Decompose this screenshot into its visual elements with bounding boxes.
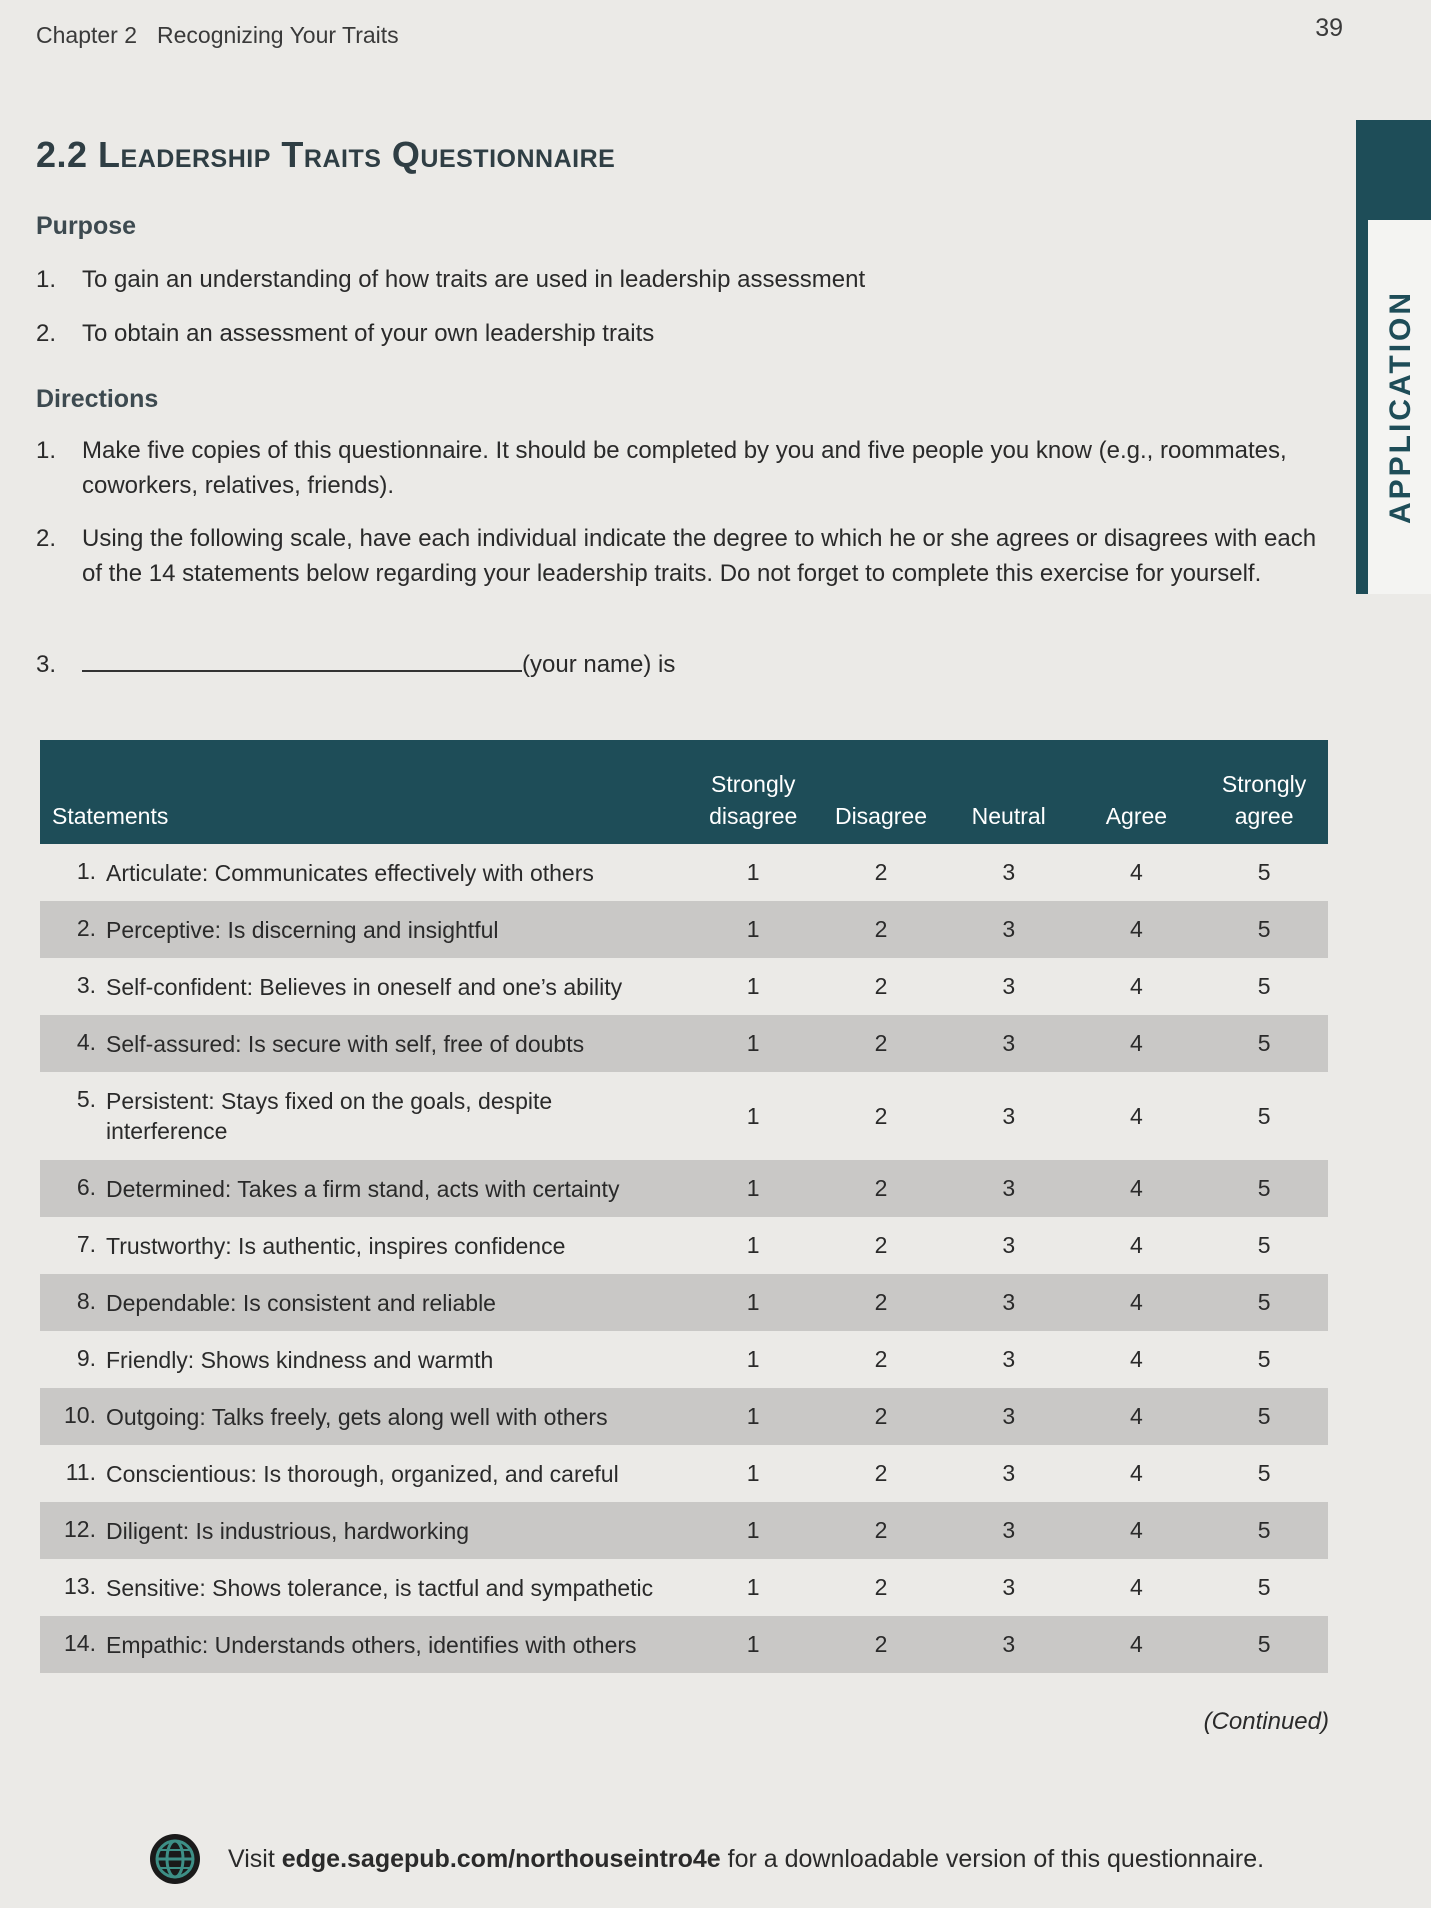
statement-text: Self-confident: Believes in oneself and one’s ability — [106, 973, 623, 1000]
statement-text: Friendly: Shows kindness and warmth — [106, 1346, 494, 1373]
list-number: 1. — [36, 266, 57, 293]
statement-text: Diligent: Is industrious, hardworking — [106, 1517, 470, 1544]
rating-option[interactable]: 3 — [1002, 1460, 1016, 1486]
table-row — [40, 1274, 1328, 1331]
section-title: 2.2 Leadership Traits Questionnaire — [36, 134, 616, 175]
rating-option[interactable]: 4 — [1073, 1274, 1201, 1331]
questionnaire-table — [40, 740, 1328, 1673]
statement-cell — [40, 1217, 689, 1274]
rating-option[interactable]: 5 — [1257, 1460, 1271, 1486]
list-text: Make five copies of this questionnaire. It should be completed by you and five people you know (e.g., roommates, coworkers, relatives, friends). — [82, 437, 1287, 499]
statement-number: 12. — [64, 1515, 96, 1542]
statement-cell — [40, 901, 689, 958]
table-row — [40, 1072, 1328, 1160]
rating-option[interactable]: 5 — [1200, 901, 1328, 958]
statement-number: 8. — [76, 1287, 96, 1314]
list-number: 2. — [36, 525, 57, 552]
table-row — [40, 1388, 1328, 1445]
table-header-row — [40, 740, 1328, 844]
header-strongly-disagree: Strongly disagree — [689, 740, 817, 844]
rating-option[interactable]: 4 — [1129, 1232, 1143, 1258]
rating-option[interactable]: 4 — [1129, 1102, 1143, 1129]
rating-option[interactable]: 4 — [1129, 1574, 1143, 1600]
statement-number: 4. — [76, 1028, 96, 1055]
statement-cell — [40, 1616, 689, 1673]
statement-number: 3. — [76, 971, 96, 998]
rating-option[interactable]: 1 — [746, 973, 760, 999]
statement-number: 9. — [76, 1344, 96, 1371]
rating-option[interactable]: 5 — [1257, 1346, 1271, 1372]
table-row — [40, 1616, 1328, 1673]
rating-option[interactable]: 5 — [1200, 1015, 1328, 1072]
table-row — [40, 1015, 1328, 1072]
table-row — [40, 958, 1328, 1015]
rating-option[interactable]: 1 — [689, 1616, 817, 1673]
statement-number: 10. — [64, 1401, 96, 1428]
rating-option[interactable]: 2 — [874, 1346, 888, 1372]
statement-cell — [40, 1015, 689, 1072]
rating-option[interactable]: 5 — [1200, 1388, 1328, 1445]
header-disagree: Disagree — [817, 740, 945, 844]
rating-option[interactable]: 5 — [1257, 1232, 1271, 1258]
directions-item — [36, 521, 1326, 591]
rating-option[interactable]: 1 — [746, 1460, 760, 1486]
rating-option[interactable]: 5 — [1257, 1102, 1271, 1129]
directions-item-name — [36, 647, 1326, 682]
page-number: 39 — [1315, 14, 1343, 42]
directions-heading: Directions — [36, 385, 159, 413]
statement-number: 11. — [65, 1458, 96, 1485]
purpose-item — [36, 262, 1326, 297]
header-agree: Agree — [1073, 740, 1201, 844]
rating-option[interactable]: 2 — [817, 1388, 945, 1445]
header-neutral: Neutral — [945, 740, 1073, 844]
rating-option[interactable]: 1 — [689, 1502, 817, 1559]
footer — [148, 1832, 1264, 1886]
rating-option[interactable]: 1 — [746, 1232, 760, 1258]
purpose-item — [36, 316, 1326, 351]
list-number: 1. — [36, 437, 57, 464]
rating-option[interactable]: 4 — [1073, 1015, 1201, 1072]
rating-option[interactable]: 3 — [1002, 1574, 1016, 1600]
rating-option[interactable]: 2 — [817, 1616, 945, 1673]
rating-option[interactable]: 1 — [746, 1574, 760, 1600]
statement-cell — [40, 1445, 689, 1502]
rating-option[interactable]: 1 — [689, 1388, 817, 1445]
table-row — [40, 1160, 1328, 1217]
list-number: 3. — [36, 651, 57, 678]
rating-option[interactable]: 1 — [746, 1346, 760, 1372]
running-header — [36, 22, 399, 49]
header-strongly-agree: Strongly agree — [1200, 740, 1328, 844]
footer-link[interactable]: edge.sagepub.com/northouseintro4e — [281, 1844, 721, 1873]
statement-text: Persistent: Stays fixed on the goals, despite interference — [106, 1088, 553, 1144]
table-row — [40, 1445, 1328, 1502]
rating-option[interactable]: 3 — [1002, 859, 1016, 885]
rating-option[interactable]: 5 — [1257, 859, 1271, 885]
statement-text: Self-assured: Is secure with self, free of doubts — [106, 1030, 585, 1057]
rating-option[interactable]: 1 — [689, 1160, 817, 1217]
rating-option[interactable]: 4 — [1073, 1502, 1201, 1559]
statement-number: 2. — [76, 914, 96, 941]
statement-number: 7. — [76, 1230, 96, 1257]
name-blank-line[interactable] — [82, 650, 522, 672]
rating-option[interactable]: 2 — [874, 1232, 888, 1258]
statement-text: Trustworthy: Is authentic, inspires confidence — [106, 1232, 566, 1259]
list-text: To gain an understanding of how traits are used in leadership assessment — [82, 266, 866, 293]
rating-option[interactable]: 4 — [1073, 901, 1201, 958]
rating-option[interactable]: 3 — [945, 1616, 1073, 1673]
rating-option[interactable]: 5 — [1257, 973, 1271, 999]
statement-text: Sensitive: Shows tolerance, is tactful and sympathetic — [106, 1574, 654, 1601]
purpose-heading: Purpose — [36, 212, 137, 240]
statement-cell — [40, 1502, 689, 1559]
rating-option[interactable]: 3 — [1002, 1232, 1016, 1258]
rating-option[interactable]: 5 — [1200, 1502, 1328, 1559]
statement-cell — [40, 1160, 689, 1217]
globe-icon — [148, 1832, 202, 1886]
rating-option[interactable]: 4 — [1073, 1616, 1201, 1673]
rating-option[interactable]: 1 — [746, 859, 760, 885]
statement-cell — [40, 1274, 689, 1331]
statement-number: 5. — [76, 1086, 96, 1112]
rating-option[interactable]: 1 — [746, 1102, 760, 1129]
rating-option[interactable]: 2 — [817, 1274, 945, 1331]
table-row — [40, 1217, 1328, 1274]
statement-cell — [40, 1072, 689, 1160]
rating-option[interactable]: 1 — [689, 901, 817, 958]
statement-text: Determined: Takes a firm stand, acts with certainty — [106, 1175, 620, 1202]
statement-number: 6. — [76, 1173, 96, 1200]
name-suffix: (your name) is — [522, 651, 676, 678]
rating-option[interactable]: 5 — [1200, 1160, 1328, 1217]
rating-option[interactable]: 2 — [874, 973, 888, 999]
continued-note: (Continued) — [1203, 1708, 1329, 1735]
rating-option[interactable]: 4 — [1129, 1460, 1143, 1486]
table-row — [40, 1502, 1328, 1559]
rating-option[interactable]: 5 — [1257, 1574, 1271, 1600]
statement-cell — [40, 1388, 689, 1445]
statement-text: Conscientious: Is thorough, organized, and careful — [106, 1460, 619, 1487]
table-row — [40, 1559, 1328, 1616]
rating-option[interactable]: 3 — [945, 1160, 1073, 1217]
rating-option[interactable]: 2 — [817, 1015, 945, 1072]
rating-option[interactable]: 4 — [1073, 1388, 1201, 1445]
rating-option[interactable]: 2 — [874, 1574, 888, 1600]
chapter-number: Chapter 2 — [36, 22, 138, 48]
footer-suffix: for a downloadable version of this questionnaire. — [720, 1844, 1265, 1873]
rating-option[interactable]: 1 — [689, 1274, 817, 1331]
rating-option[interactable]: 3 — [1002, 1346, 1016, 1372]
statement-number: 14. — [64, 1629, 96, 1656]
list-text: To obtain an assessment of your own leadership traits — [82, 320, 655, 347]
rating-option[interactable]: 3 — [1002, 1102, 1016, 1129]
footer-prefix: Visit — [228, 1844, 282, 1873]
rating-option[interactable]: 3 — [945, 901, 1073, 958]
chapter-title: Recognizing Your Traits — [157, 22, 399, 48]
side-tab — [1356, 120, 1431, 594]
rating-option[interactable]: 3 — [945, 1274, 1073, 1331]
header-statements: Statements — [40, 740, 689, 844]
rating-option[interactable]: 3 — [945, 1502, 1073, 1559]
statement-number: 13. — [64, 1572, 96, 1599]
rating-option[interactable]: 3 — [1002, 973, 1016, 999]
list-number: 2. — [36, 320, 57, 347]
rating-option[interactable]: 4 — [1129, 859, 1143, 885]
statement-number: 1. — [76, 857, 96, 884]
rating-option[interactable]: 1 — [689, 1015, 817, 1072]
rating-option[interactable]: 2 — [874, 859, 888, 885]
statement-text: Empathic: Understands others, identifies with others — [106, 1631, 637, 1658]
statement-text: Dependable: Is consistent and reliable — [106, 1289, 496, 1316]
list-text: Using the following scale, have each individual indicate the degree to which he or she agrees or disagrees with each of the 14 statements below regarding your leadership traits. Do not forget to complete this exercise for yourself. — [82, 525, 1317, 587]
rating-option[interactable]: 3 — [945, 1388, 1073, 1445]
statement-cell — [40, 958, 689, 1015]
rating-option[interactable]: 5 — [1200, 1274, 1328, 1331]
statement-text: Perceptive: Is discerning and insightful — [106, 916, 499, 943]
rating-option[interactable]: 5 — [1200, 1616, 1328, 1673]
rating-option[interactable]: 2 — [817, 901, 945, 958]
table-row — [40, 901, 1328, 958]
statement-cell — [40, 1331, 689, 1388]
statement-cell — [40, 1559, 689, 1616]
statement-text: Outgoing: Talks freely, gets along well with others — [106, 1403, 608, 1430]
rating-option[interactable]: 3 — [945, 1015, 1073, 1072]
statement-cell — [40, 844, 689, 901]
rating-option[interactable]: 4 — [1073, 1160, 1201, 1217]
side-tab-inner — [1364, 220, 1431, 594]
side-tab-label: APPLICATION — [1384, 289, 1418, 525]
directions-item — [36, 433, 1326, 503]
table-row — [40, 1331, 1328, 1388]
rating-option[interactable]: 4 — [1129, 1346, 1143, 1372]
rating-option[interactable]: 2 — [874, 1460, 888, 1486]
statement-text: Articulate: Communicates effectively with others — [106, 859, 594, 886]
rating-option[interactable]: 4 — [1129, 973, 1143, 999]
rating-option[interactable]: 2 — [817, 1160, 945, 1217]
rating-option[interactable]: 2 — [817, 1502, 945, 1559]
rating-option[interactable]: 2 — [874, 1102, 888, 1129]
table-row — [40, 844, 1328, 901]
